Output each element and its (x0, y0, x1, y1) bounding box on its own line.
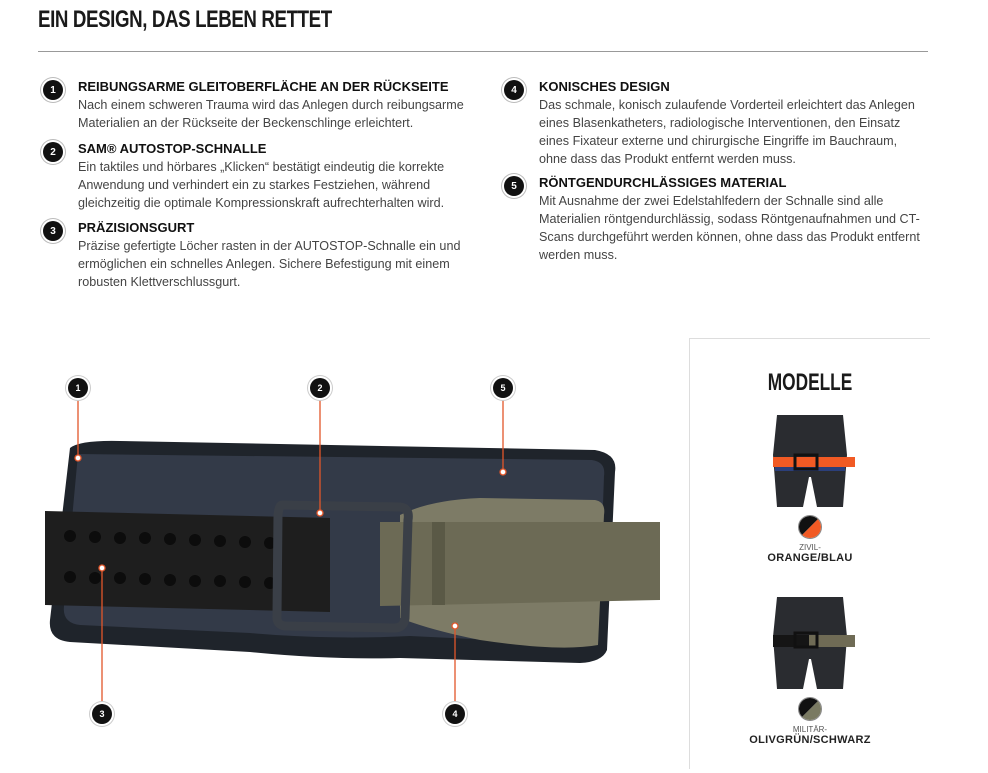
models-panel (689, 338, 930, 769)
feature-number-badge: 4 (504, 80, 524, 100)
diagram-marker-5: 5 (493, 378, 513, 398)
title-divider (38, 51, 928, 52)
feature-title: REIBUNGSARME GLEITOBERFLÄCHE AN DER RÜCKSEITE (78, 79, 449, 94)
feature-number-badge: 2 (43, 142, 63, 162)
olive-strap (380, 522, 660, 606)
feature-number-badge: 3 (43, 221, 63, 241)
model-sub-label: ZIVIL- (799, 543, 821, 552)
feature-text: Nach einem schweren Trauma wird das Anlegen durch reibungsarme Materialien an der Rückseite der Beckenschlinge erleichtert. (78, 98, 464, 130)
precision-strap (45, 511, 330, 612)
mannequin-civil-image (765, 415, 855, 510)
model-civil[interactable] (690, 415, 930, 564)
diagram-marker-2: 2 (310, 378, 330, 398)
feature-text: Das schmale, konisch zulaufende Vorderteil erleichtert das Anlegen eines Blasenkatheters, radiologische Interventionen, den Einsatz eines Fixateur externe und chirurgische Eingriffe im Bauchraum, ohne dass das Produkt entfernt werden muss. (539, 98, 915, 166)
diagram-marker-3: 3 (92, 704, 112, 724)
feature-title: SAM® AUTOSTOP-SCHNALLE (78, 141, 267, 156)
feature-text: Mit Ausnahme der zwei Edelstahlfedern der Schnalle sind alle Materialien röntgendurchlässig, sodass Röntgenaufnahmen und CT-Scans durchgeführt werden können, ohne dass das Produkt entfernt werden muss. (539, 194, 920, 262)
feature-title: RÖNTGENDURCHLÄSSIGES MATERIAL (539, 175, 787, 190)
model-military[interactable] (690, 597, 930, 746)
color-swatch-civil (798, 515, 822, 539)
model-sub-label: MILITÄR- (792, 725, 828, 734)
feature-number-badge: 1 (43, 80, 63, 100)
feature-text: Ein taktiles und hörbares „Klicken“ bestätigt eindeutig die korrekte Anwendung und verhindert ein zu starkes Festziehen, während gleichzeitig die optimale Kompressionskraft aufrechterhalten wird. (78, 160, 445, 210)
mannequin-military-image (765, 597, 855, 692)
belt-diagram (0, 300, 690, 768)
feature-text: Präzise gefertigte Löcher rasten in der AUTOSTOP-Schnalle ein und ermöglichen ein schnelles Anlegen. Sichere Befestigung mit einem robusten Klettverschlussgurt. (78, 239, 461, 289)
feature-title: KONISCHES DESIGN (539, 79, 670, 94)
diagram-marker-1: 1 (68, 378, 88, 398)
civil-strap (773, 457, 855, 467)
feature-number-badge: 5 (504, 176, 524, 196)
feature-title: PRÄZISIONSGURT (78, 220, 195, 235)
model-name: OLIVGRÜN/SCHWARZ (749, 734, 871, 746)
model-name: ORANGE/BLAU (767, 552, 853, 564)
models-title: MODELLE (767, 369, 853, 396)
page-title: EIN DESIGN, DAS LEBEN RETTET (38, 6, 332, 33)
color-swatch-military (798, 697, 822, 721)
belt-illustration (0, 300, 690, 768)
diagram-marker-4: 4 (445, 704, 465, 724)
